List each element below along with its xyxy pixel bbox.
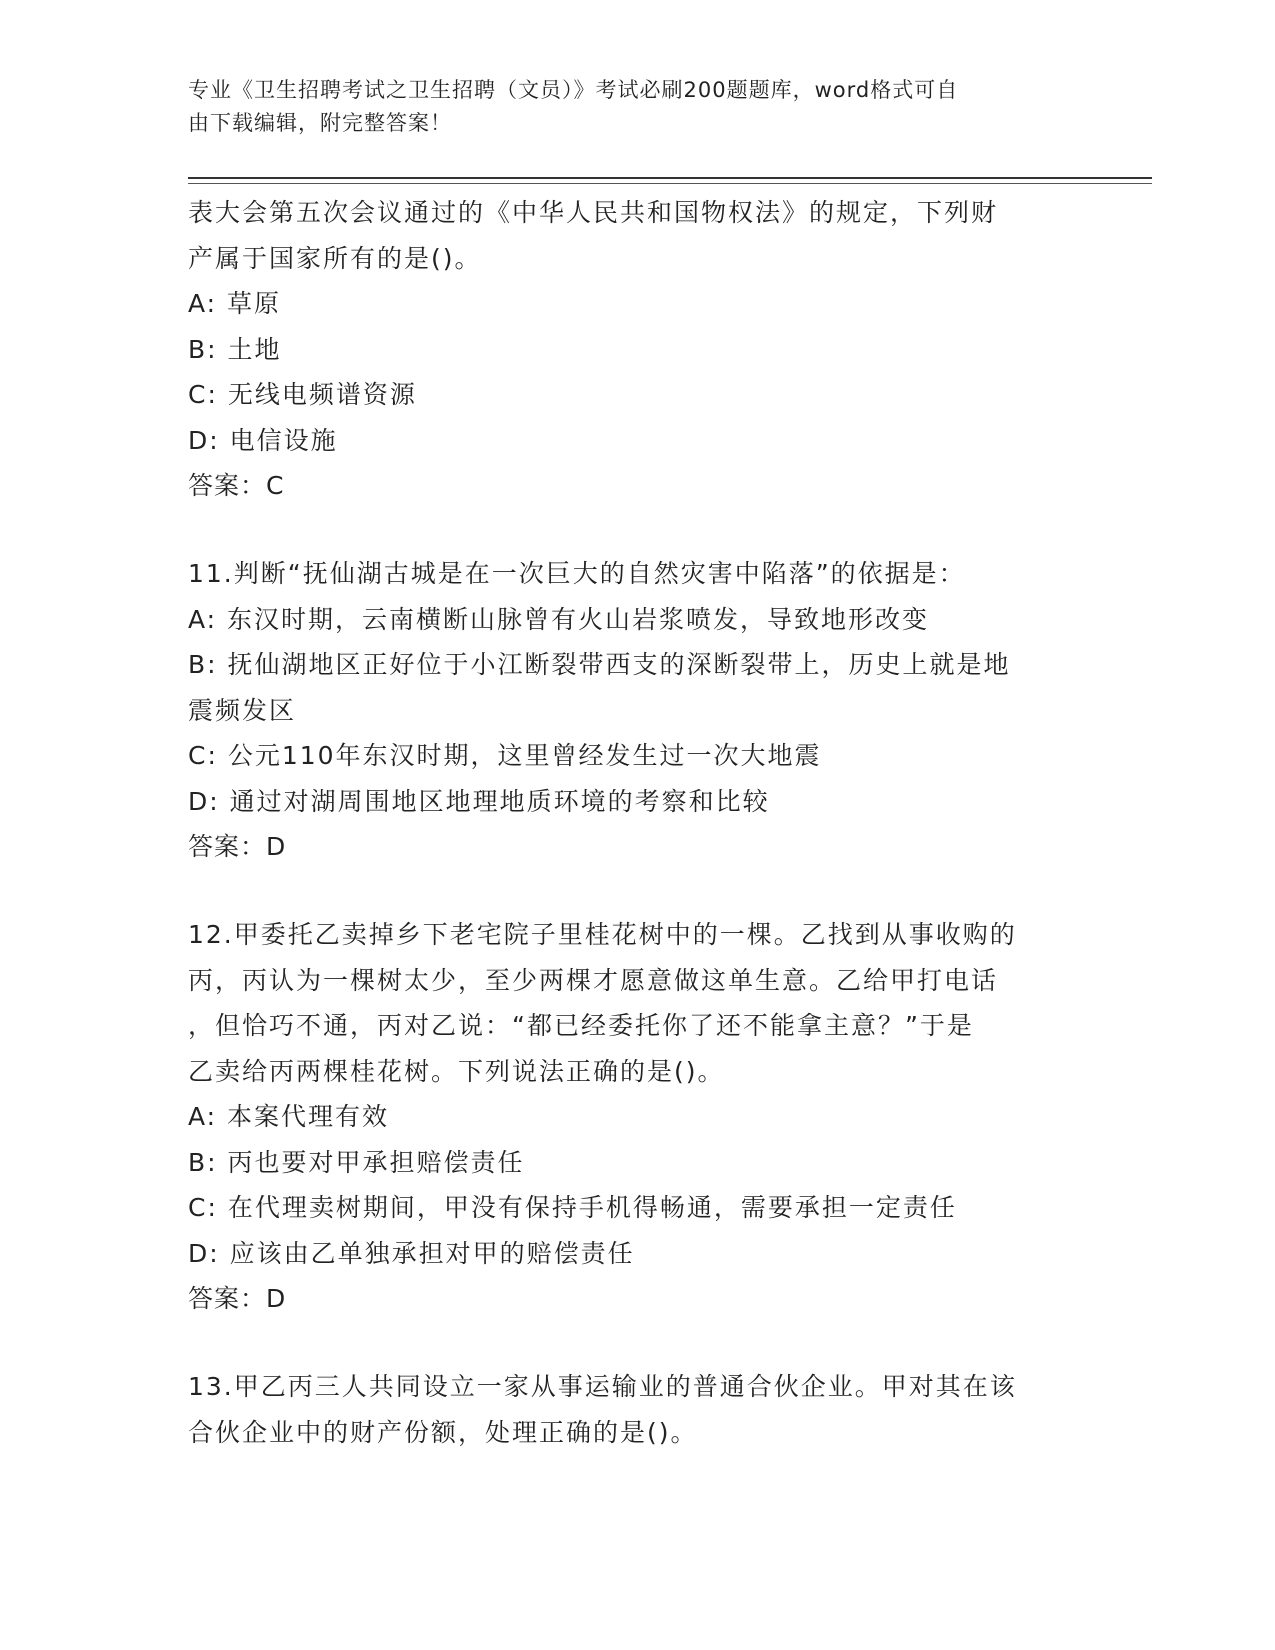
- question-stem-line: 13.甲乙丙三人共同设立一家从事运输业的普通合伙企业。甲对其在该: [188, 1372, 1017, 1401]
- option-a: A: 本案代理有效: [188, 1102, 390, 1131]
- option-d: D: 通过对湖周围地区地理地质环境的考察和比较: [188, 786, 770, 816]
- document-header: [188, 74, 1068, 140]
- option-c: C: 无线电频谱资源: [188, 380, 417, 409]
- question-spacer: [188, 509, 1088, 551]
- question-11: [188, 551, 1088, 870]
- answer-line: 答案：C: [188, 471, 285, 500]
- option-d: D: 电信设施: [188, 425, 338, 455]
- question-stem-line: 表大会第五次会议通过的《中华人民共和国物权法》的规定，下列财: [188, 198, 999, 227]
- option-a: A: 草原: [188, 289, 282, 318]
- question-stem-line: 产属于国家所有的是()。: [188, 243, 482, 273]
- question-stem-line: 11.判断“抚仙湖古城是在一次巨大的自然灾害中陷落”的依据是：: [188, 559, 966, 588]
- question-spacer: [188, 1322, 1088, 1364]
- question-stem-line: 丙，丙认为一棵树太少，至少两棵才愿意做这单生意。乙给甲打电话: [188, 965, 999, 995]
- question-stem-line: 12.甲委托乙卖掉乡下老宅院子里桂花树中的一棵。乙找到从事收购的: [188, 920, 1017, 949]
- answer-line: 答案：D: [188, 832, 287, 861]
- question-stem-line: 乙卖给丙两棵桂花树。下列说法正确的是()。: [188, 1056, 725, 1086]
- question-list: [188, 190, 1088, 1455]
- answer-line: 答案：D: [188, 1284, 287, 1313]
- option-a: A: 东汉时期，云南横断山脉曾有火山岩浆喷发，导致地形改变: [188, 604, 930, 634]
- option-c: C: 公元110年东汉时期，这里曾经发生过一次大地震: [188, 741, 822, 770]
- question-12: [188, 912, 1088, 1322]
- question-stem-line: ，但恰巧不通，丙对乙说：“都已经委托你了还不能拿主意？”于是: [188, 1011, 974, 1040]
- option-b: B: 丙也要对甲承担赔偿责任: [188, 1147, 525, 1177]
- header-divider-thick: [188, 177, 1152, 179]
- header-line-1: 专业《卫生招聘考试之卫生招聘（文员）》考试必刷200题题库，word格式可自: [188, 78, 959, 102]
- option-b: B: 抚仙湖地区正好位于小江断裂带西支的深断裂带上，历史上就是地: [188, 650, 1011, 679]
- option-b-continued: 震频发区: [188, 695, 297, 725]
- header-divider-thin: [188, 183, 1152, 184]
- question-stem-line: 合伙企业中的财产份额，处理正确的是()。: [188, 1417, 698, 1447]
- option-b: B: 土地: [188, 334, 282, 364]
- option-d: D: 应该由乙单独承担对甲的赔偿责任: [188, 1238, 635, 1268]
- question-13: [188, 1364, 1088, 1455]
- header-line-2: 由下载编辑，附完整答案！: [188, 111, 452, 135]
- question-spacer: [188, 870, 1088, 912]
- question-10: [188, 190, 1088, 509]
- option-c: C: 在代理卖树期间，甲没有保持手机得畅通，需要承担一定责任: [188, 1193, 957, 1222]
